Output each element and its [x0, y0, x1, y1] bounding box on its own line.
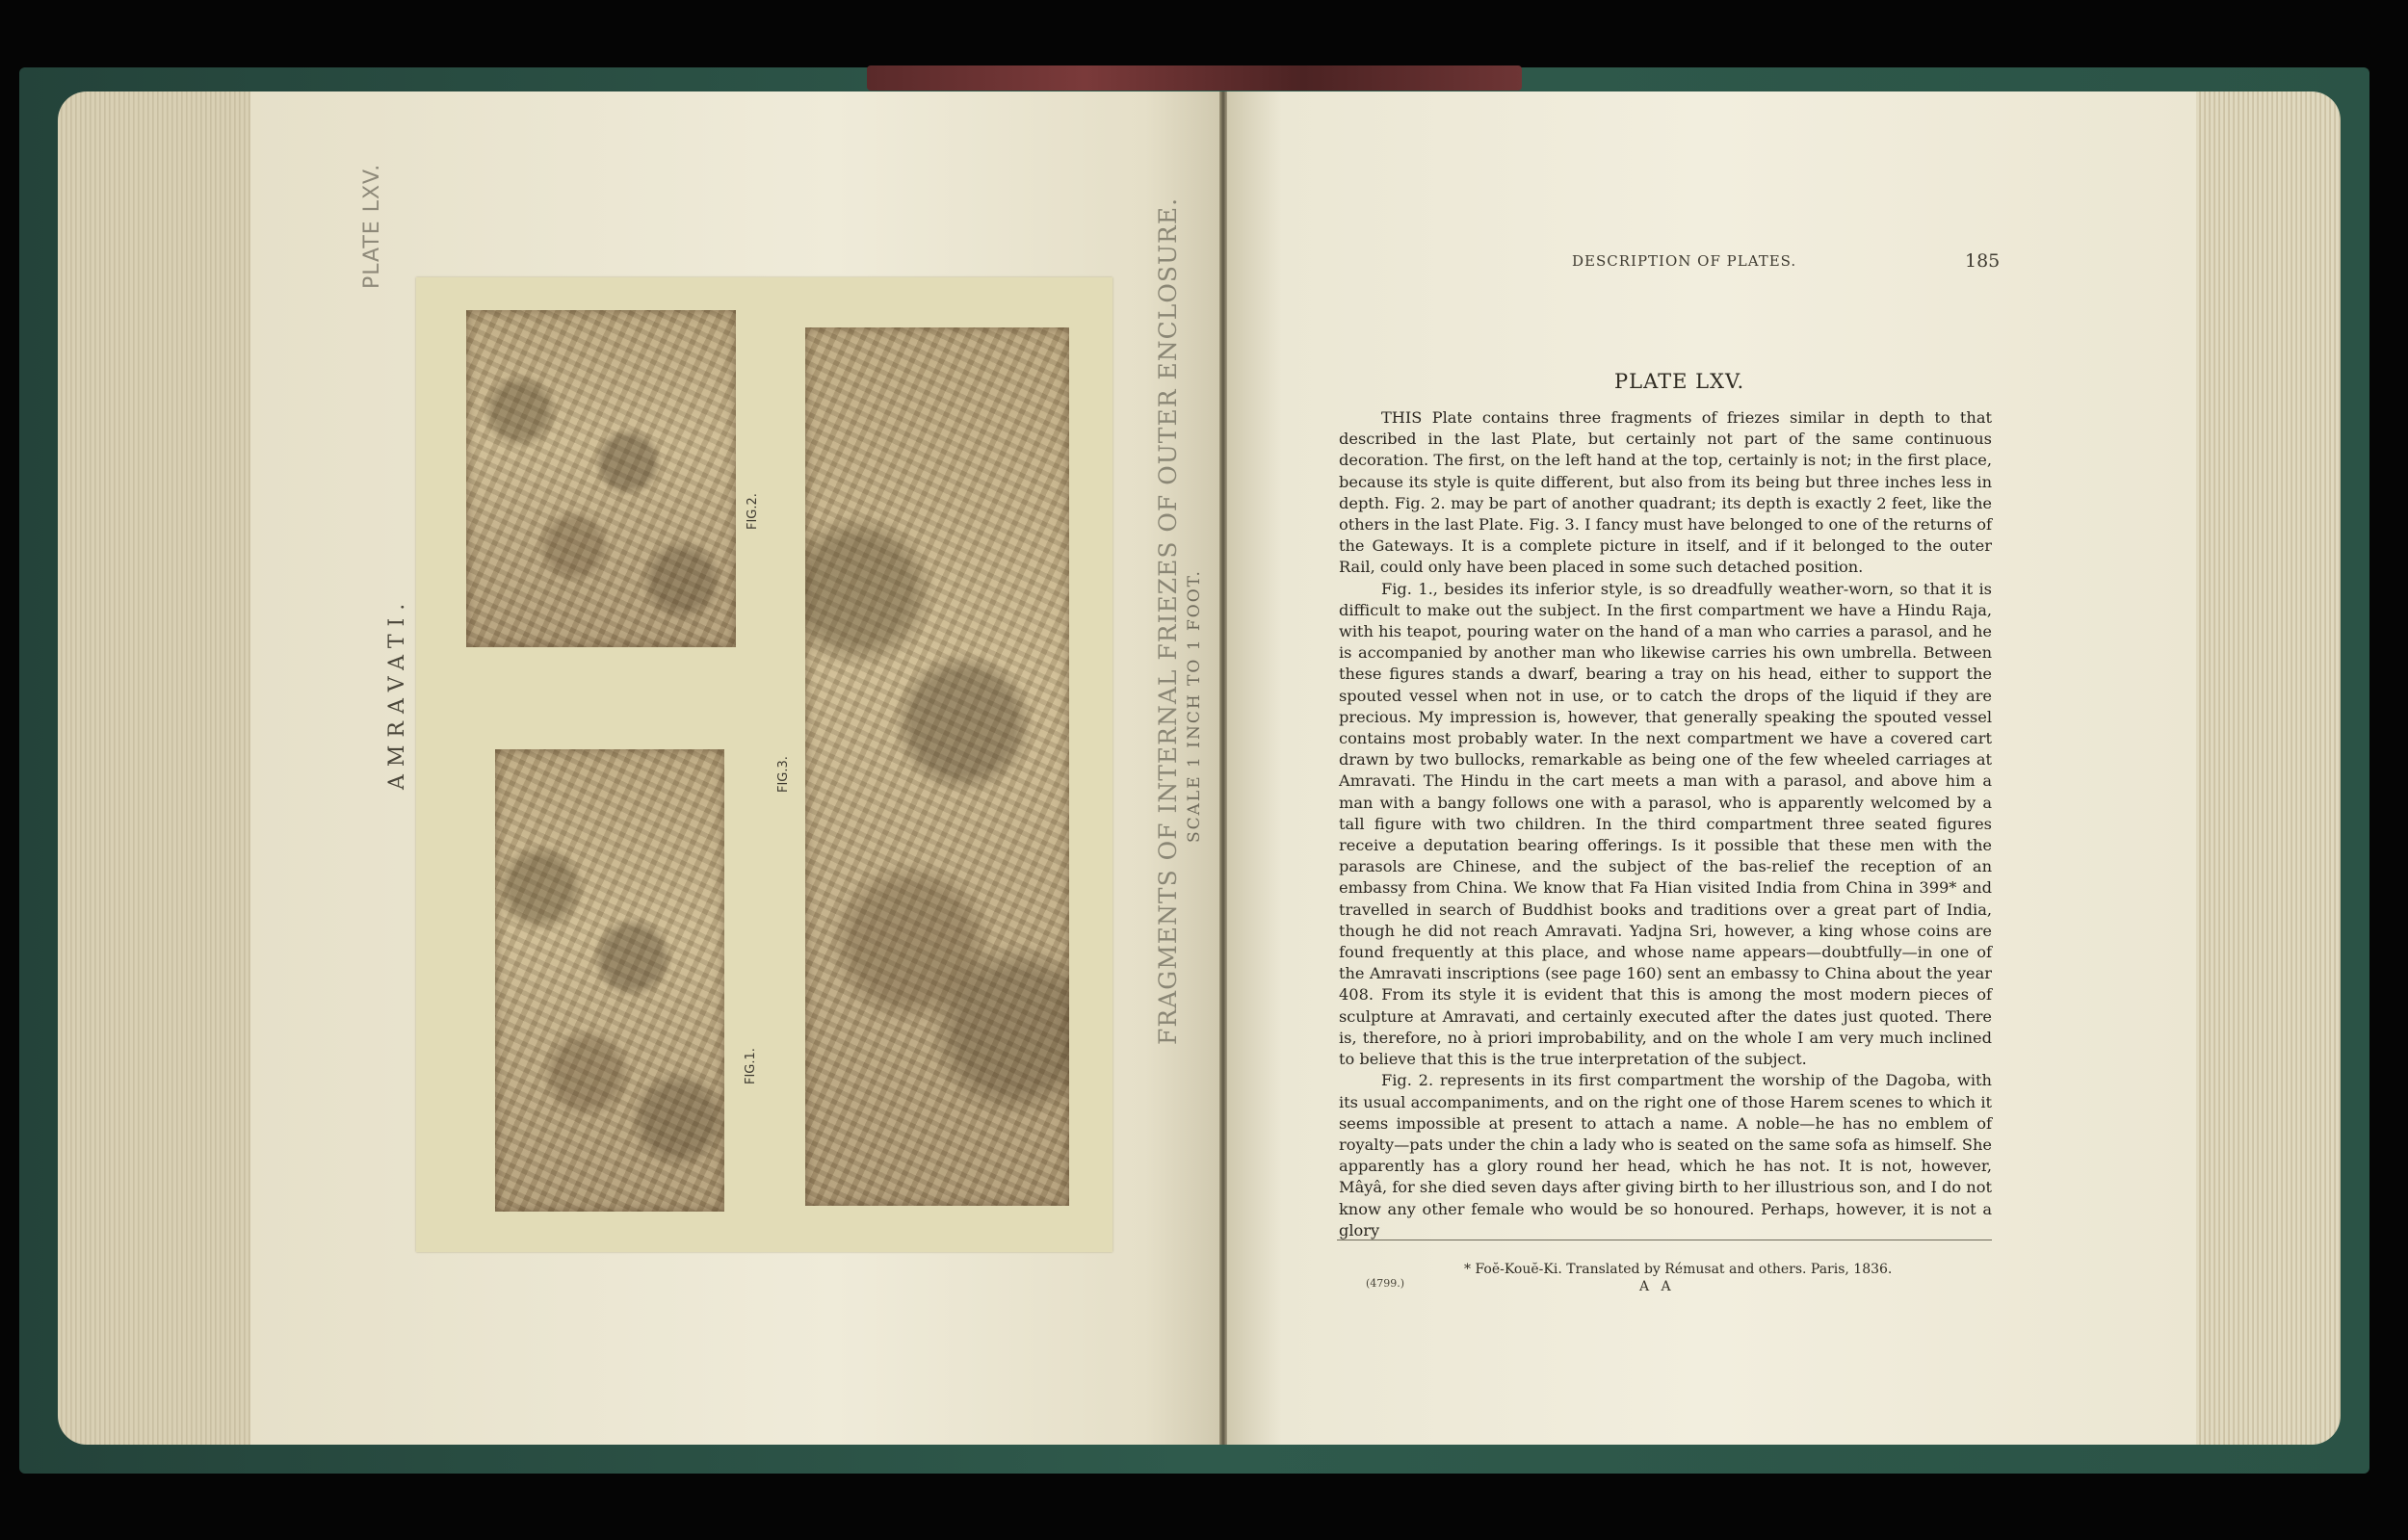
- signature-mark: A A: [1639, 1279, 1675, 1294]
- fig-3-label: FIG.3.: [776, 756, 791, 793]
- plate-caption-scale: SCALE 1 INCH TO 1 FOOT.: [1185, 569, 1204, 843]
- book-gutter: [1219, 91, 1227, 1445]
- plate-title: PLATE LXV.: [1614, 370, 1745, 393]
- body-text: [1339, 407, 1992, 1241]
- fig-1-label: FIG.1.: [744, 1048, 758, 1084]
- book-spine-cloth: [867, 65, 1522, 91]
- printer-code: (4799.): [1366, 1277, 1405, 1290]
- paragraph: THIS Plate contains three fragments of friezes similar in depth to that described in the last Plate, but certainly not part of the same continuous decoration. The first, on the left hand at the top, certainly is not; in the first place, because its style is quite different, but also from its being but three inches less in depth. Fig. 2. may be part of another quadrant; its depth is exactly 2 feet, like the others in the last Plate. Fig. 3. I fancy must have belonged to one of the returns of the Gateways. It is a complete picture in itself, and if it belonged to the outer Rail, could only have been placed in some such detached position.: [1339, 408, 1992, 577]
- page-number: 185: [1965, 250, 2001, 272]
- fig-2-label: FIG.2.: [746, 493, 760, 530]
- paragraph: Fig. 1., besides its inferior style, is so dreadfully weather-worn, so that it is difficult to make out the subject. In the first compartment we have a Hindu Raja, with his teapot, pouring water on the hand of a man who carries a parasol, and he is accompanied by another man who likewise carries his own umbrella. Between these figures stands a dwarf, bearing a tray on his head, either to support the spouted vessel when not in use, or to catch the drops of the liquid if they are precious. My impression is, however, that generally speaking the spouted vessel contains most probably water. In the next compartment we have a covered cart drawn by two bullocks, remarkable as being one of the few wheeled carriages at Amravati. The Hindu in the cart meets a man with a parasol, and above him a man with a bangy follows one with a parasol, who is apparently welcomed by a tall figure with two children. In the third compartment three seated figures receive a deputation bearing offerings. Is it possible that these men with the parasols are Chinese, and the subject of the bas-relief the reception of an embassy from China. We know that Fa Hian visited India from China in 399* and travelled in search of Buddhist books and traditions over a great part of India, though he did not reach Amravati. Yadjna Sri, however, a king whose coins are found frequently at this place, and whose name appears—doubtfully—in one of the Amravati inscriptions (see page 160) sent an embassy to China about the year 408. From its style it is evident that this is among the most modern pieces of sculpture at Amravati, and certainly executed after the dates just quoted. There is, therefore, no à priori improbability, and on the whole I am very much inclined to believe that this is the true interpretation of the subject.: [1339, 579, 1992, 1069]
- left-page-edges: [58, 91, 270, 1445]
- plate-label: PLATE LXV.: [360, 163, 384, 289]
- photograph-mount: [416, 277, 1112, 1252]
- running-head: DESCRIPTION OF PLATES.: [1572, 252, 1797, 270]
- site-label: AMRAVATI.: [385, 595, 409, 790]
- paragraph: Fig. 2. represents in its first compartment the worship of the Dagoba, with its usual accompaniments, and on the right one of those Harem scenes to which it seems impossible at present to attach a name. A noble—he has no emblem of royalty—pats under the chin a lady who is seated on the same sofa as himself. She apparently has a glory round her head, which he has not. It is not, however, Mâyâ, for she died seven days after giving birth to her illustrious son, and I do not know any other female who would be so honoured. Perhaps, however, it is not a glory: [1339, 1071, 1992, 1240]
- fig-1-photograph: [495, 749, 724, 1212]
- fig-2-photograph: [466, 310, 736, 647]
- footnote: * Foĕ-Kouĕ-Ki. Translated by Rémusat and others. Paris, 1836.: [1464, 1262, 1893, 1277]
- plate-caption-title: FRAGMENTS OF INTERNAL FRIEZES OF OUTER ENCLOSURE.: [1154, 196, 1182, 1045]
- fig-3-photograph: [805, 327, 1069, 1206]
